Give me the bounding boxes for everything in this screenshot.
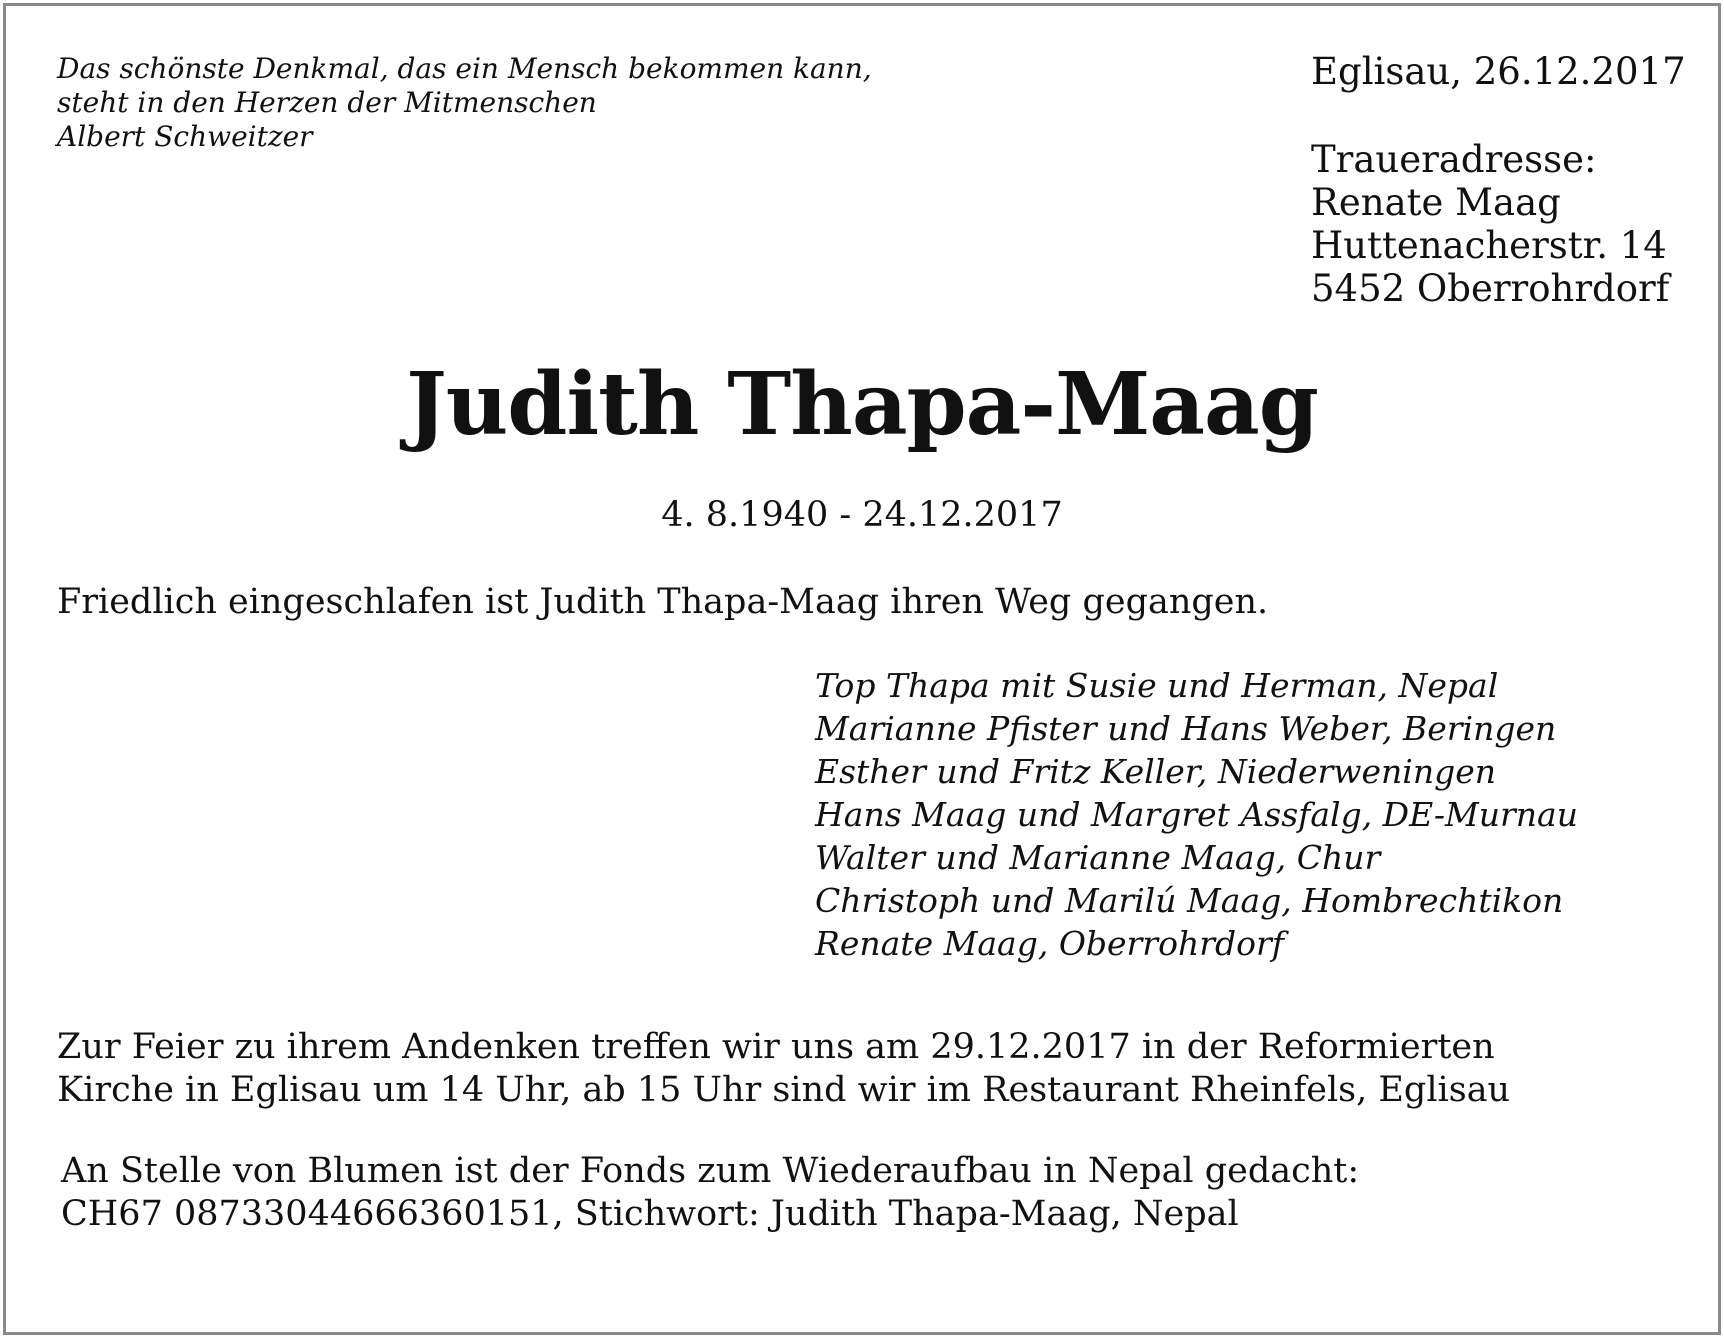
ceremony-line: Zur Feier zu ihrem Andenken treffen wir uns am 29.12.2017 in der Reformierten [57, 1027, 1495, 1067]
life-dates: 4. 8.1940 - 24.12.2017 [661, 495, 1063, 535]
quote-author: Albert Schweitzer [57, 120, 313, 153]
epigraph-quote [57, 52, 872, 154]
intro-sentence: Friedlich eingeschlafen ist Judith Thapa-Maag ihren Weg gegangen. [57, 582, 1269, 622]
quote-line: Das schönste Denkmal, das ein Mensch bekommen kann, [57, 52, 872, 85]
mourner-entry: Marianne Pfister und Hans Weber, Beringen [815, 709, 1557, 748]
deceased-name: Judith Thapa-Maag [406, 354, 1318, 455]
ceremony-line: Kirche in Eglisau um 14 Uhr, ab 15 Uhr sind wir im Restaurant Rheinfels, Eglisau [57, 1070, 1511, 1110]
mourners-list [815, 664, 1578, 965]
mourner-entry: Hans Maag und Margret Assfalg, DE-Murnau [815, 795, 1578, 834]
donation-line: An Stelle von Blumen ist der Fonds zum Wiederaufbau in Nepal gedacht: [61, 1151, 1360, 1191]
quote-line: steht in den Herzen der Mitmenschen [57, 86, 597, 119]
place-and-date: Eglisau, 26.12.2017 [1311, 50, 1686, 93]
mourner-entry: Renate Maag, Oberrohrdorf [815, 924, 1284, 963]
address-street: Huttenacherstr. 14 [1311, 224, 1667, 267]
ceremony-info [57, 1026, 1510, 1112]
address-city: 5452 Oberrohrdorf [1311, 267, 1670, 310]
address-name: Renate Maag [1311, 181, 1561, 224]
mourner-entry: Esther und Fritz Keller, Niederweningen [815, 752, 1497, 791]
mourner-entry: Top Thapa mit Susie und Herman, Nepal [815, 666, 1499, 705]
address-label: Traueradresse: [1311, 138, 1597, 181]
donation-info [61, 1150, 1359, 1236]
mourning-address [1311, 138, 1669, 310]
mourner-entry: Walter und Marianne Maag, Chur [815, 838, 1381, 877]
mourner-entry: Christoph und Marilú Maag, Hombrechtikon [815, 881, 1564, 920]
donation-account: CH67 08733044666360151, Stichwort: Judith Thapa-Maag, Nepal [61, 1194, 1239, 1234]
